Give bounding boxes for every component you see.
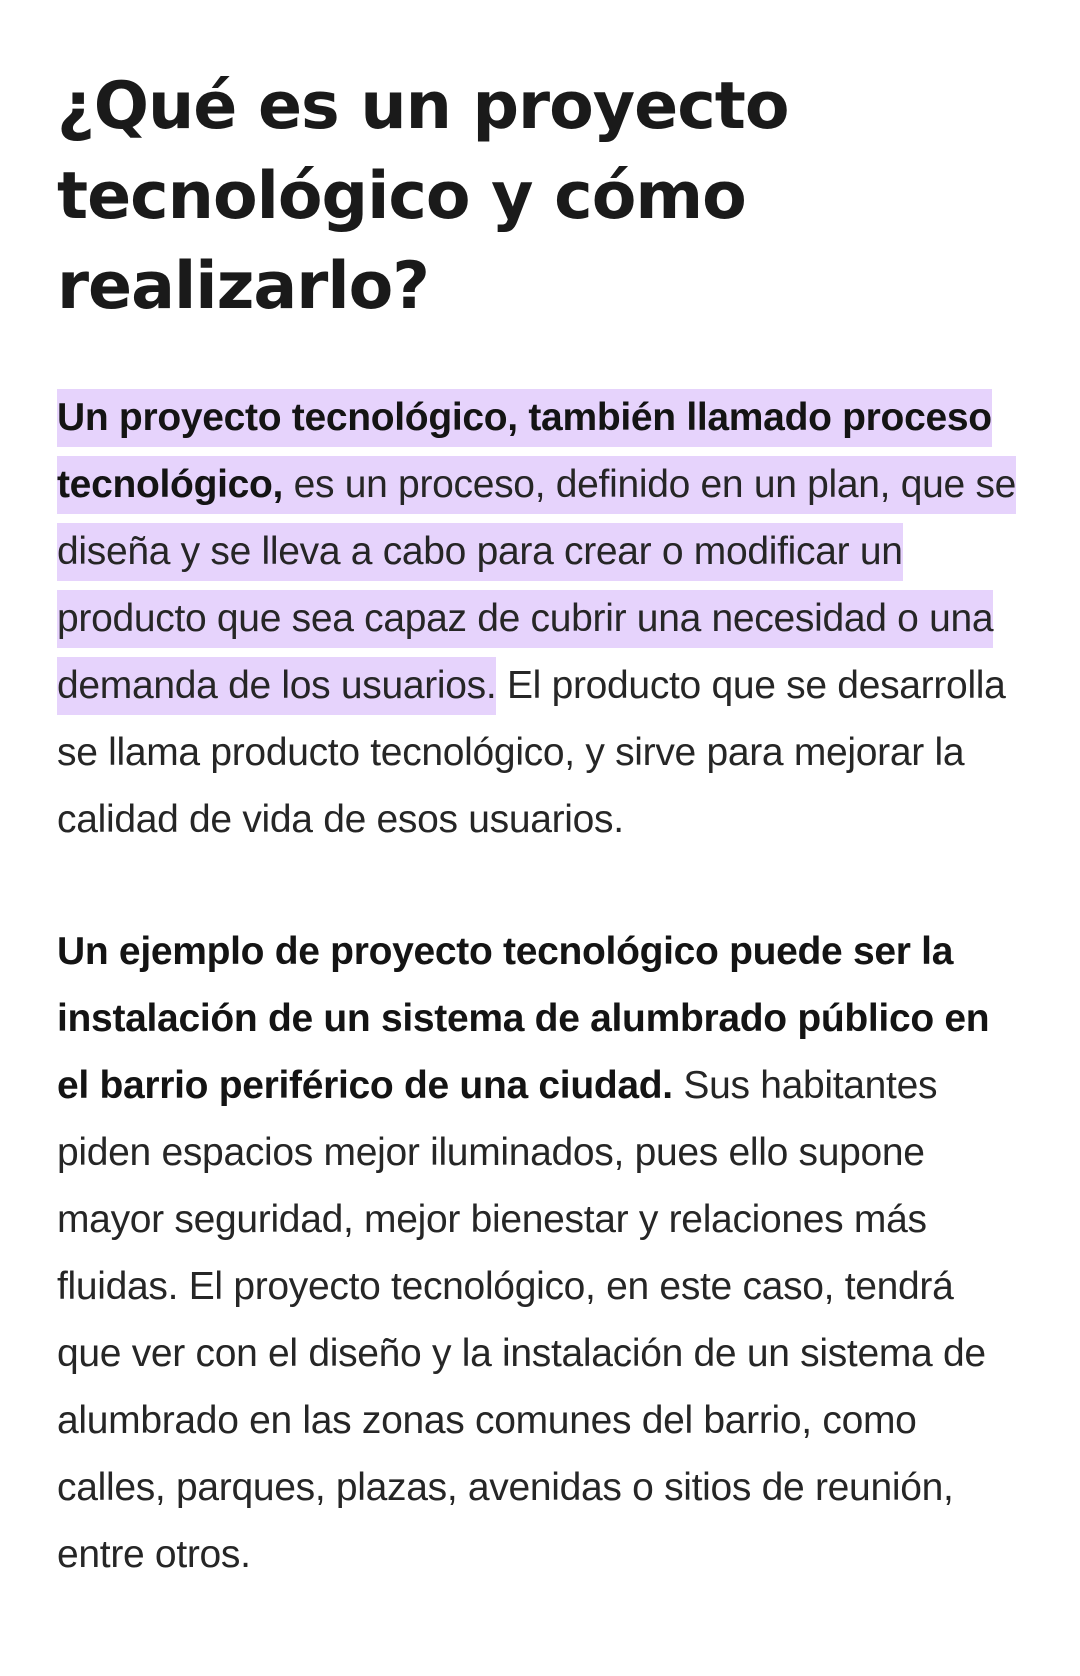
highlighted-text: es un proceso, definido en un plan, que se diseña y se lleva a cabo para crear o modificar un producto que sea capaz de cubrir una necesidad o una demanda de los usuarios. xyxy=(57,456,1016,715)
article-title: ¿Qué es un proyecto tecnológico y cómo realizarlo? xyxy=(57,69,789,324)
paragraph-text: El producto que se desarrolla se llama producto tecnológico, y sirve para mejorar la calidad de vida de esos usuarios. xyxy=(57,664,1006,841)
example-paragraph xyxy=(57,918,1027,1588)
highlighted-bold-text: Un proyecto tecnológico, también llamado proceso tecnológico, xyxy=(57,389,992,514)
bold-text: Un ejemplo de proyecto tecnológico puede ser la instalación de un sistema de alumbrado público en el barrio periférico de una ciudad. xyxy=(57,930,990,1107)
paragraph-text: Sus habitantes piden espacios mejor iluminados, pues ello supone mayor seguridad, mejor bienestar y relaciones más fluidas. El proyecto tecnológico, en este caso, tendrá que ver con el diseño y la instalación de un sistema de alumbrado en las zonas comunes del barrio, como calles, parques, plazas, avenidas o sitios de reunión, entre otros. xyxy=(57,1064,986,1576)
article xyxy=(57,62,1027,1588)
definition-paragraph xyxy=(57,384,1027,853)
